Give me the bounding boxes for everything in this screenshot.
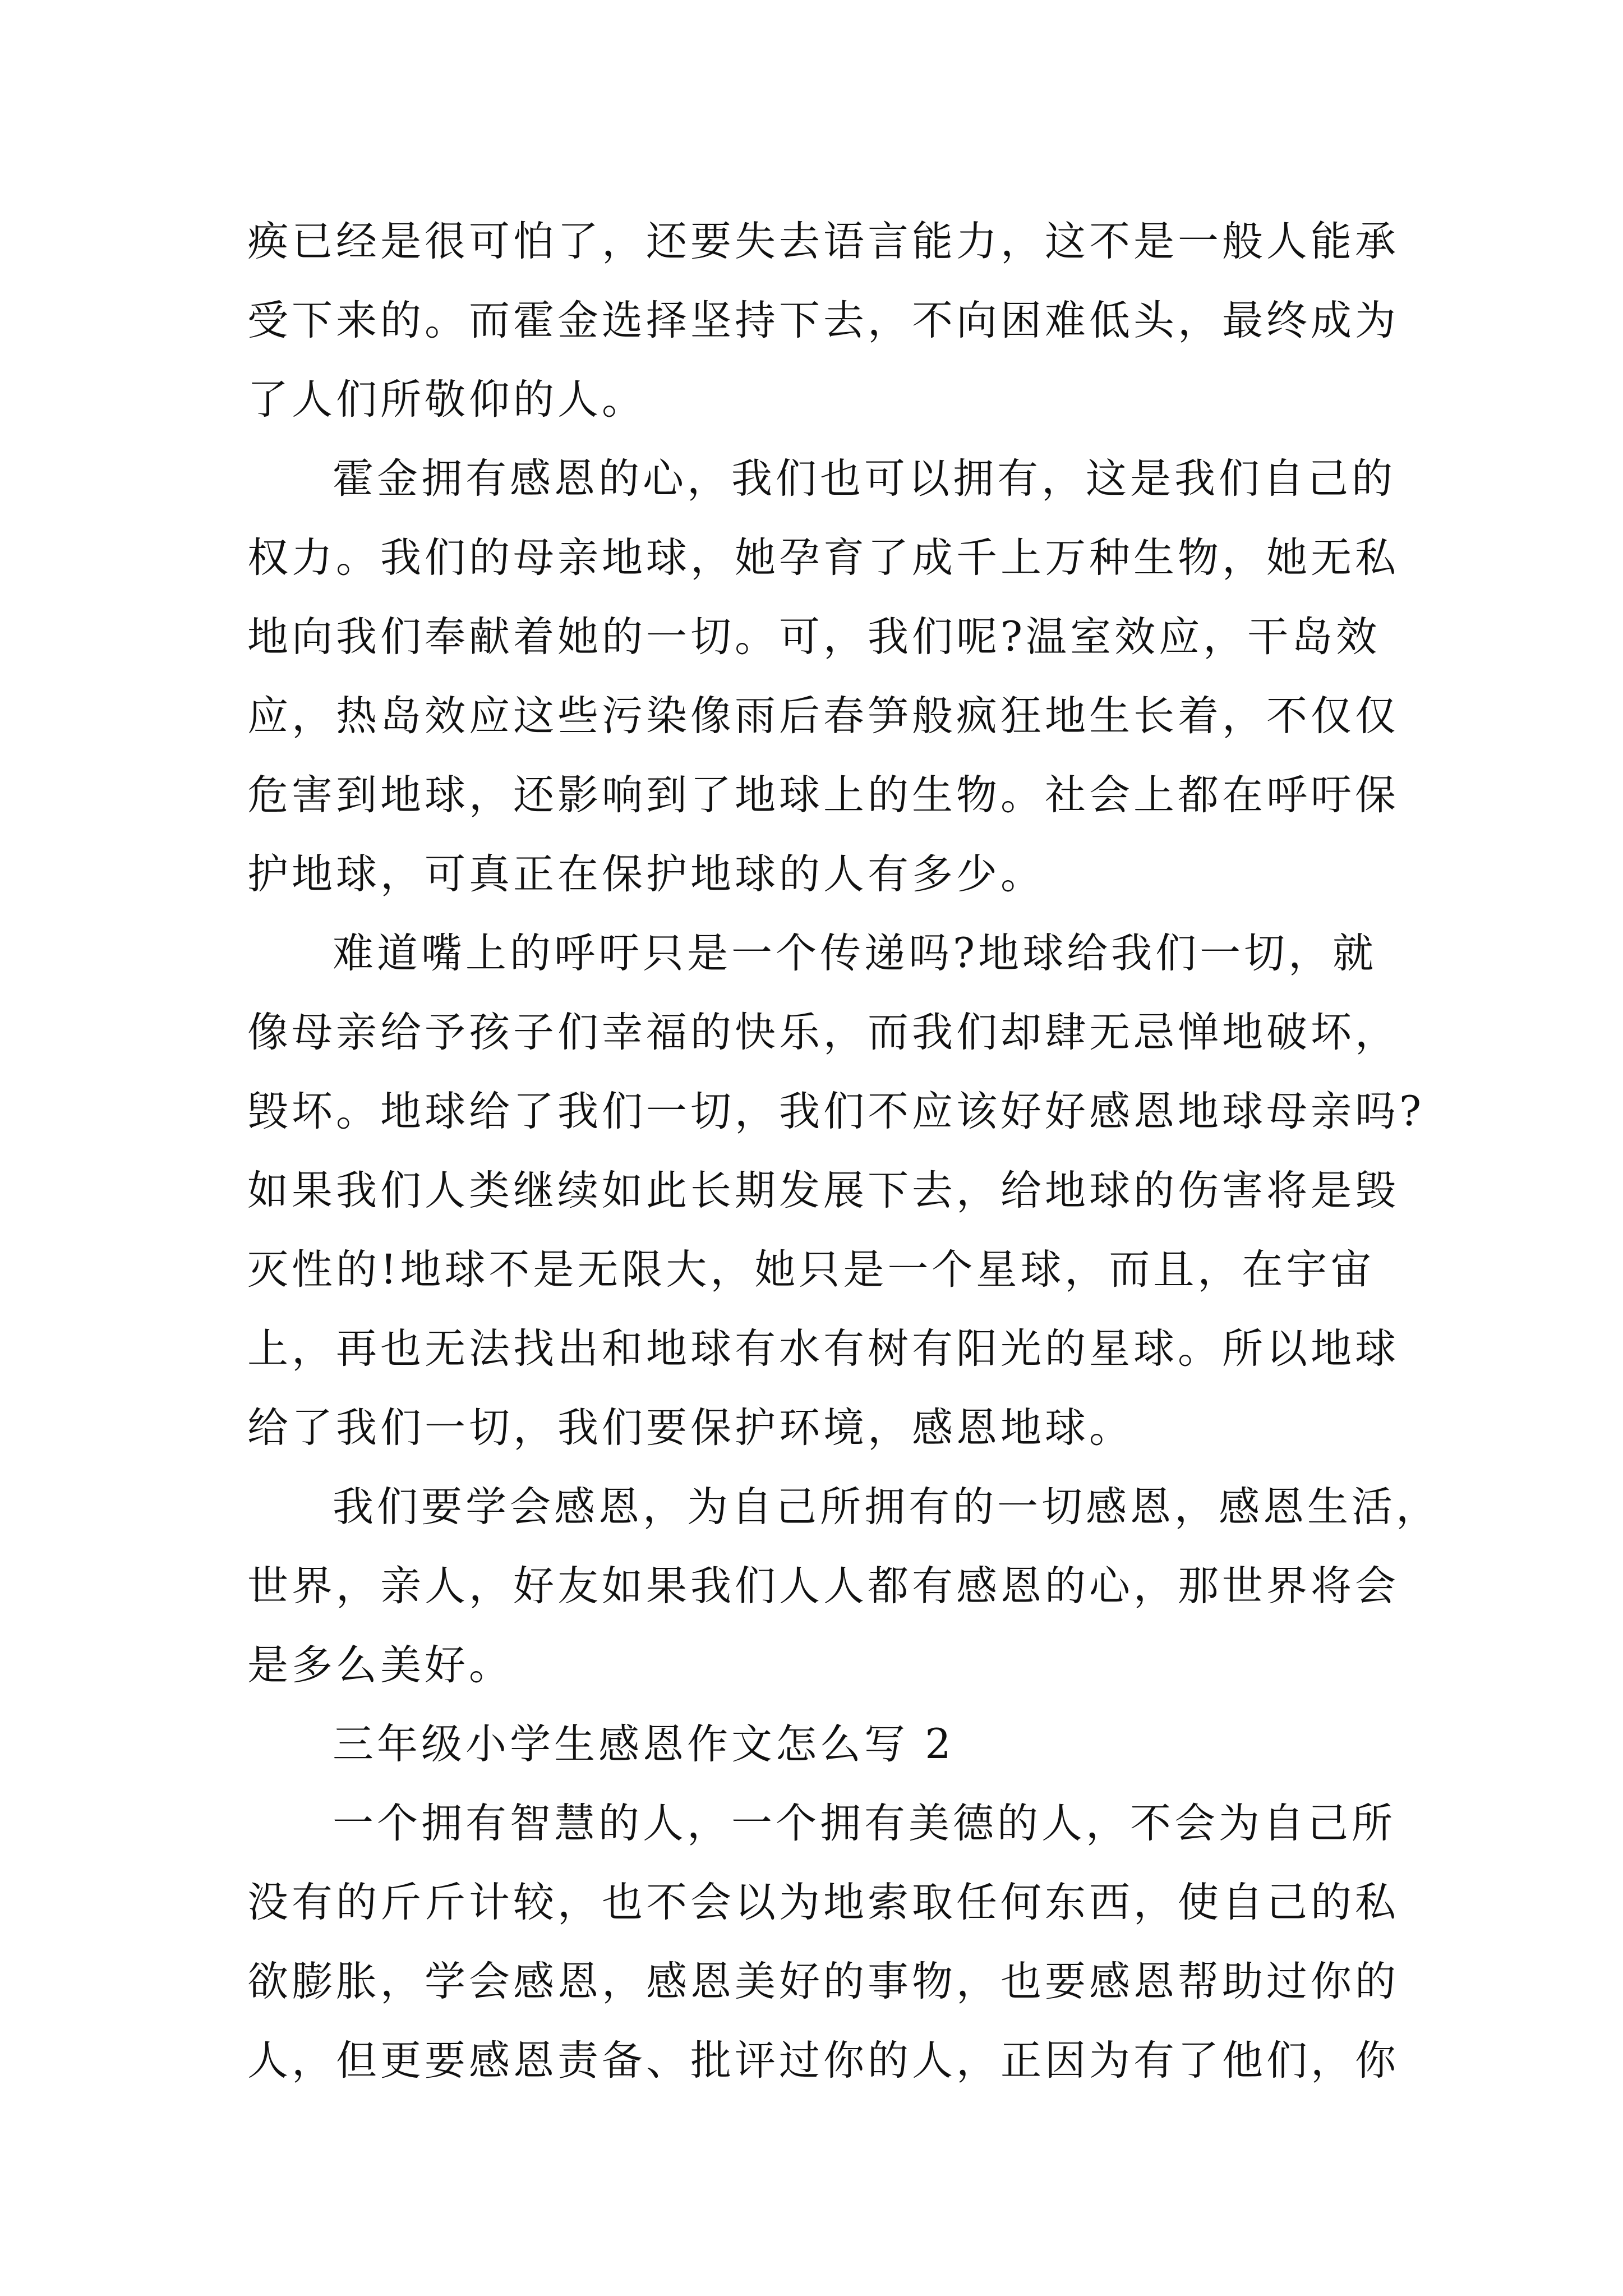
text-line: 没有的斤斤计较，也不会以为地索取任何东西，使自己的私 — [247, 1879, 1399, 1926]
text-line: 地向我们奉献着她的一切。可，我们呢?温室效应，干岛效 — [247, 613, 1381, 661]
text-line: 世界，亲人，好友如果我们人人都有感恩的心，那世界将会 — [247, 1562, 1399, 1610]
text-line: 危害到地球，还影响到了地球上的生物。社会上都在呼吁保 — [247, 771, 1399, 819]
paragraph — [247, 1784, 1399, 2100]
paragraph — [247, 202, 1399, 439]
text-line: 三年级小学生感恩作文怎么写 2 — [333, 1720, 955, 1768]
text-line: 毁坏。地球给了我们一切，我们不应该好好感恩地球母亲吗? — [247, 1088, 1425, 1135]
text-line: 我们要学会感恩，为自己所拥有的一切感恩，感恩生活， — [333, 1483, 1440, 1531]
paragraph — [247, 1467, 1440, 1705]
text-line: 应，热岛效应这些污染像雨后春笋般疯狂地生长着，不仅仅 — [247, 692, 1399, 740]
text-line: 上，再也无法找出和地球有水有树有阳光的星球。所以地球 — [247, 1325, 1399, 1373]
paragraph — [247, 439, 1399, 914]
text-line: 受下来的。而霍金选择坚持下去，不向困难低头，最终成为 — [247, 297, 1399, 344]
section-heading — [247, 1705, 1391, 1784]
text-line: 霍金拥有感恩的心，我们也可以拥有，这是我们自己的 — [333, 455, 1396, 503]
text-line: 欲膨胀，学会感恩，感恩美好的事物，也要感恩帮助过你的 — [247, 1958, 1399, 2005]
text-line: 灭性的!地球不是无限大，她只是一个星球，而且，在宇宙 — [247, 1246, 1375, 1294]
text-line: 人，但更要感恩责备、批评过你的人，正因为有了他们，你 — [247, 2037, 1399, 2085]
text-line: 了人们所敬仰的人。 — [247, 376, 646, 424]
text-line: 权力。我们的母亲地球，她孕育了成千上万种生物，她无私 — [247, 534, 1399, 582]
text-line: 护地球，可真正在保护地球的人有多少。 — [247, 850, 1045, 898]
text-line: 给了我们一切，我们要保护环境，感恩地球。 — [247, 1404, 1133, 1452]
text-line: 像母亲给予孩子们幸福的快乐，而我们却肆无忌惮地破坏， — [247, 1009, 1399, 1056]
paragraph — [247, 914, 1425, 1467]
text-line: 是多么美好。 — [247, 1641, 513, 1689]
document-body — [247, 202, 1440, 2100]
text-line: 一个拥有智慧的人，一个拥有美德的人，不会为自己所 — [333, 1800, 1396, 1847]
text-line: 痪已经是很可怕了，还要失去语言能力，这不是一般人能承 — [247, 218, 1399, 265]
text-line: 难道嘴上的呼吁只是一个传递吗?地球给我们一切，就 — [333, 930, 1377, 977]
text-line: 如果我们人类继续如此长期发展下去，给地球的伤害将是毁 — [247, 1167, 1399, 1214]
